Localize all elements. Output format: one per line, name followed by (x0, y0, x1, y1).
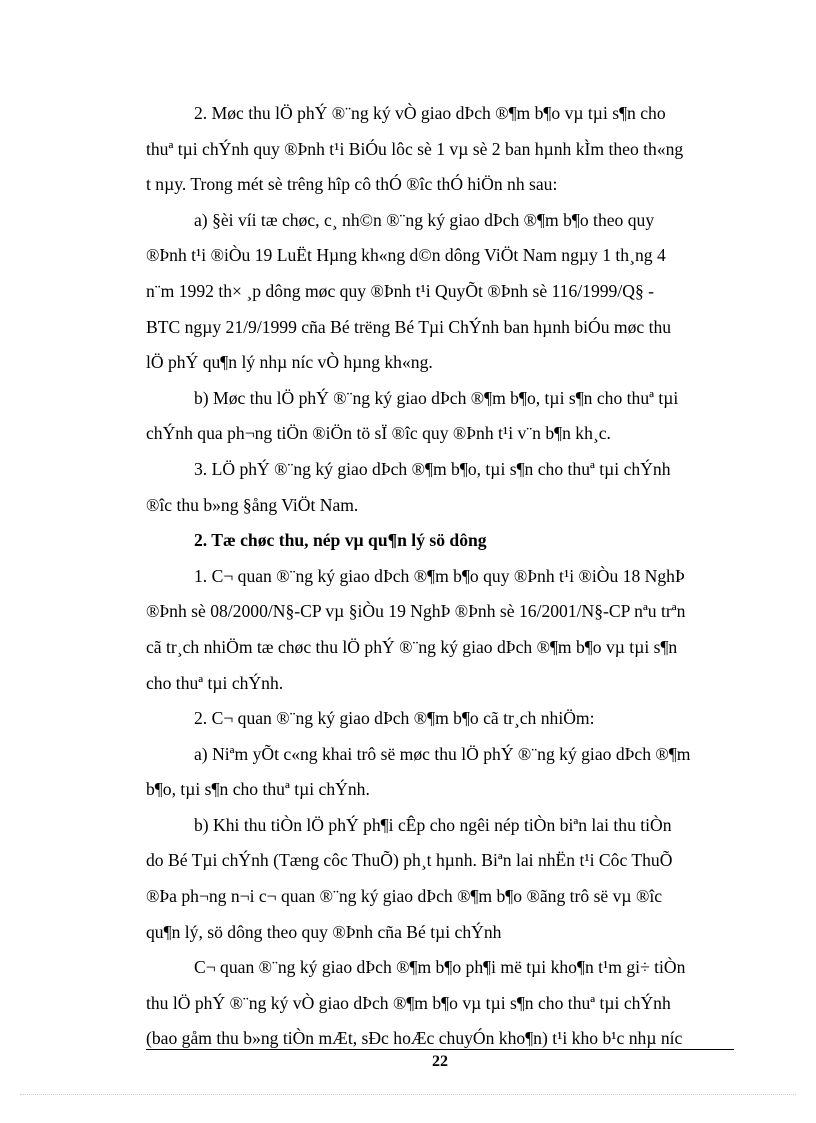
text-line: b) Khi thu tiÒn lÖ phÝ ph¶i cÊp cho ngêi nép tiÒn biªn lai thu tiÒn (194, 814, 672, 835)
page-number: 22 (432, 1053, 448, 1070)
footer-divider (146, 1049, 734, 1050)
text-line: 1. C¬ quan ®¨ng ký giao dÞch ®¶m b¶o quy ®Þnh t¹i ®iÒu 18 NghÞ (194, 565, 685, 586)
text-line: a) §èi víi tæ chøc, c¸ nh©n ®¨ng ký giao dÞch ®¶m b¶o theo quy (194, 209, 655, 230)
text-line: BTC ngµy 21/9/1999 cña Bé trëng Bé Tµi ChÝnh ban hµnh biÓu møc thu (146, 316, 672, 337)
text-line: qu¶n lý, sö dông theo quy ®Þnh cña Bé tµi chÝnh (146, 921, 502, 942)
text-line: 2. C¬ quan ®¨ng ký giao dÞch ®¶m b¶o cã tr¸ch nhiÖm: (194, 708, 595, 729)
text-line: ®îc thu b»ng §ång ViÖt Nam. (146, 494, 359, 515)
page-bottom-border (20, 1094, 796, 1095)
text-line: thuª tµi chÝnh quy ®Þnh t¹i BiÓu lôc sè 1 vµ sè 2 ban hµnh kÌm theo th«ng (146, 138, 684, 159)
text-line: thu lÖ phÝ ®¨ng ký vÒ giao dÞch ®¶m b¶o vµ tµi s¶n cho thuª tµi chÝnh (146, 992, 671, 1013)
text-line: chÝnh qua ph¬ng tiÖn ®iÖn tö sÏ ®îc quy ®Þnh t¹i v¨n b¶n kh¸c. (146, 423, 611, 444)
text-line: ®Þa ph¬ng n¬i c¬ quan ®¨ng ký giao dÞch ®¶m b¶o ®ãng trô së vµ ®îc (146, 886, 663, 907)
text-line: a) Niªm yÕt c«ng khai trô së møc thu lÖ phÝ ®¨ng ký giao dÞch ®¶m (194, 743, 691, 764)
section-heading: 2. Tæ chøc thu, nép vµ qu¶n lý sö dông (194, 530, 487, 551)
text-line: n¨m 1992 th× ¸p dông møc quy ®Þnh t¹i QuyÕt ®Þnh sè 116/1999/Q§ - (146, 280, 654, 301)
text-line: do Bé Tµi chÝnh (Tæng côc ThuÕ) ph¸t hµnh. Biªn lai nhËn t¹i Côc ThuÕ (146, 850, 673, 871)
text-line: ®Þnh sè 08/2000/N§-CP vµ §iÒu 19 NghÞ ®Þnh sè 16/2001/N§-CP nªu trªn (146, 601, 686, 622)
text-line: 2. Møc thu lÖ phÝ ®¨ng ký vÒ giao dÞch ®¶m b¶o vµ tµi s¶n cho (194, 103, 666, 123)
text-line: b) Møc thu lÖ phÝ ®¨ng ký giao dÞch ®¶m b¶o, tµi s¶n cho thuª tµi (194, 387, 679, 408)
text-line: cã tr¸ch nhiÖm tæ chøc thu lÖ phÝ ®¨ng ký giao dÞch ®¶m b¶o vµ tµi s¶n (146, 636, 678, 657)
text-line: cho thuª tµi chÝnh. (146, 672, 284, 693)
text-line: 3. LÖ phÝ ®¨ng ký giao dÞch ®¶m b¶o, tµi s¶n cho thuª tµi chÝnh (194, 458, 671, 479)
document-body (146, 96, 734, 1057)
text-line: t nµy. Trong mét sè trêng hîp cô thÓ ®îc thÓ hiÖn nh sau: (146, 174, 558, 195)
text-line: b¶o, tµi s¶n cho thuª tµi chÝnh. (146, 779, 370, 800)
text-line: lÖ phÝ qu¶n lý nhµ níc vÒ hµng kh«ng. (146, 352, 433, 373)
text-line: C¬ quan ®¨ng ký giao dÞch ®¶m b¶o ph¶i më tµi kho¶n t¹m gi÷ tiÒn (194, 957, 686, 978)
text-line: ®Þnh t¹i ®iÒu 19 LuËt Hµng kh«ng d©n dông ViÖt Nam ngµy 1 th¸ng 4 (146, 245, 666, 266)
text-line: (bao gåm thu b»ng tiÒn mÆt, sÐc hoÆc chuyÓn kho¶n) t¹i kho b¹c nhµ níc (146, 1028, 683, 1049)
